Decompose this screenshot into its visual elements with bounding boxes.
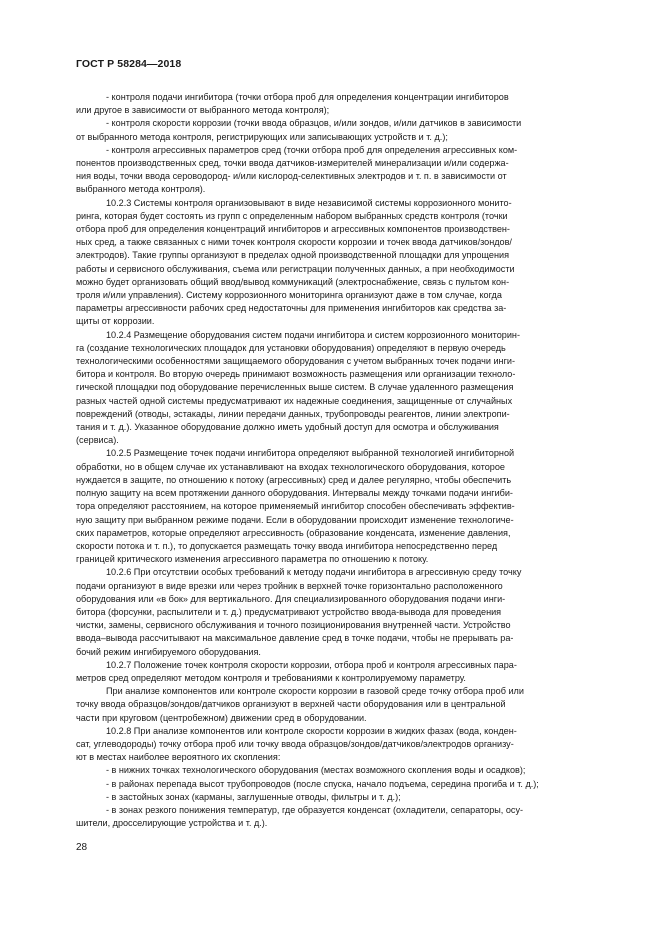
paragraph: 10.2.4 Размещение оборудования систем подачи ингибитора и систем коррозионного мониторин- га (создание технологических площадок для установки оборудования) определяют в первую очередь технологическими особенностями защищаемого оборудования с учетом выбранных точек подачи инги- битора и контроля. Во вторую очередь принимают возможность размещения или организации техноло- гической площадки под оборудование перечисленных выше систем. В случае удаленного размещения разных частей одной системы предусматривают их надежные соединения, защищенные от случайных повреждений (отводы, эстакады, линии передачи данных, трубопроводы реагентов, линии электропи- тания и т. д.). Указанное оборудование должно иметь удобный доступ для осмотра и обслуживания (сервиса).: [76, 329, 520, 446]
page-header-title: ГОСТ Р 58284—2018: [76, 58, 182, 70]
paragraph: 10.2.8 При анализе компонентов или контроле скорости коррозии в жидких фазах (вода, конден- сат, углеводороды) точку отбора проб или точку ввода образцов/зондов/датчиков/электродов организу- ют в местах наиболее вероятного их скопления:: [76, 725, 517, 763]
document-body: [76, 91, 612, 830]
paragraph: 10.2.3 Системы контроля организовывают в виде независимой системы коррозионного монито- ринга, которая будет состоять из групп с определенным набором выбранных средств контроля (точки отбора проб для определения концентраций ингибиторов и агрессивных компонентов производствен- ных сред, а также связанных с ними точек контроля скорости коррозии и точек ввода датчиков/зондов/ электродов). Такие группы организуют в пределах одной производственной площадки для упрощения работы и сервисного обслуживания, съема или регистрации полученных данных, а при необходимости можно будет организовать общий ввод/вывод коммуникаций (электроснабжение, связь с пультом кон- троля и/или управления). Систему коррозионного мониторинга организуют даже в том случае, когда параметры агрессивности рабочих сред недостаточны для применения ингибиторов как средства за- щиты от коррозии.: [76, 197, 515, 327]
paragraph: - контроля подачи ингибитора (точки отбора проб для определения концентрации ингибиторов или другое в зависимости от выбранного метода контроля);: [76, 92, 509, 116]
list-item: - в застойных зонах (карманы, заглушенные отводы, фильтры и т. д.);: [106, 791, 401, 802]
paragraph: 10.2.5 Размещение точек подачи ингибитора определяют выбранной технологией ингибиторной обработки, но в общем случае их устанавливают на входах технологического оборудования, которое нуждается в защите, по отношению к потоку (агрессивных) сред и далее регулярно, чтобы обеспечить полную защиту на всем протяжении данного оборудования. Интервалы между точками подачи ингиби- тора определяют расстоянием, на которое применяемый ингибитор способен обеспечивать эффектив- ную защиту при выбранном режиме подачи. Если в оборудовании происходит изменение технологиче- ских параметров, которые определяют агрессивность (образование конденсата, изменение давления, скорости потока и т. п.), то допускается размещать точку ввода ингибитора непосредственно перед границей критического изменения агрессивного параметра по отношению к потоку.: [76, 448, 515, 565]
paragraph: 10.2.6 При отсутствии особых требований к методу подачи ингибитора в агрессивную среду точку подачи организуют в виде врезки или через тройник в верхней точке горизонтально расположенного оборудования или «в бок» для вертикального. Для специализированного оборудования подачи инги- битора (форсунки, распылители и т. д.) предусматривают устройство ввода-вывода для проведения чистки, замены, сервисного обслуживания и точного позиционирования внутренней части. Устройство ввода–вывода рассчитывают на максимальное давление сред в точке подачи, чтобы не прерывать ра- бочий режим ингибируемого оборудования.: [76, 567, 522, 657]
paragraph: При анализе компонентов или контроле скорости коррозии в газовой среде точку отбора проб или точку ввода образцов/зондов/датчиков организуют в верхней части оборудования или в центральной части при круговом (центробежном) движении сред в оборудовании.: [76, 686, 524, 723]
list-item: - в районах перепада высот трубопроводов (после спуска, начало подъема, середина прогиба и т. д.);: [106, 778, 539, 789]
paragraph: - контроля агрессивных параметров сред (точки отбора проб для определения агрессивных ком- понентов производственных сред, точки ввода датчиков-измерителей минерализации и/или содержа- ния воды, точки ввода сероводород- и/или кислород-селективных электродов и т. п. в зависимости от выбранного метода контроля).: [76, 144, 518, 195]
list-item: - в нижних точках технологического оборудования (местах возможного скопления воды и осадков);: [106, 765, 526, 776]
page-number: 28: [76, 842, 88, 853]
paragraph: - контроля скорости коррозии (точки ввода образцов, и/или зондов, и/или датчиков в зависимости от выбранного метода контроля, регистрирующих или записывающих устройств и т. д.);: [76, 118, 522, 142]
paragraph: 10.2.7 Положение точек контроля скорости коррозии, отбора проб и контроля агрессивных пара- метров сред определяют методом контроля и требованиями к контролируемому параметру.: [76, 659, 517, 683]
list-item: - в зонах резкого понижения температур, где образуется конденсат (охладители, сепараторы, осу- шители, дросселирующие устройства и т. д.).: [76, 804, 524, 829]
